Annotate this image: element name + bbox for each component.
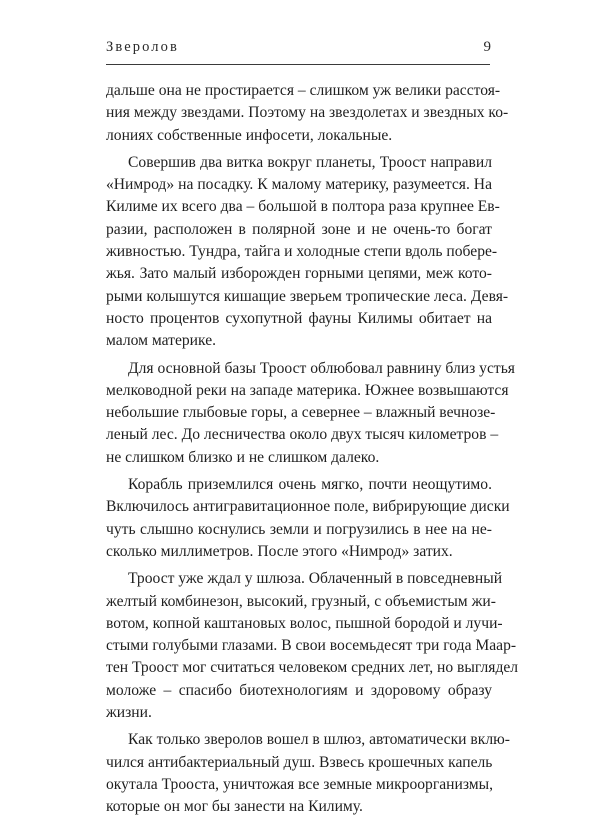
text-line: Для основной базы Троост облюбовал равнину близ устья [128, 359, 515, 377]
text-line: не слишком близко и не слишком далеко. [106, 448, 380, 466]
text-line: леный лес. До лесничества около двух тысяч километров – [106, 426, 499, 444]
text-line: жья. Зато малый изборожден горными цепями, меж кото- [106, 265, 492, 283]
paragraph-3 [106, 358, 515, 469]
paragraph-5 [106, 568, 519, 724]
paragraph-4 [106, 474, 510, 563]
running-title: Зверолов [106, 39, 179, 55]
text-line: жизни. [106, 704, 152, 722]
text-line: ния между звездами. Поэтому на звездолетах и звездных ко- [106, 104, 509, 122]
text-line: моложе – спасибо биотехнологиям и здоровому образу [106, 681, 492, 699]
text-line: Как только зверолов вошел в шлюз, автоматически вклю- [128, 731, 510, 749]
header-rule [106, 64, 490, 65]
text-line: лониях собственные инфосети, локальные. [106, 126, 393, 144]
text-line: малом материке. [106, 332, 217, 350]
paragraph-6 [106, 729, 510, 818]
text-line: вотом, копной каштановых волос, пышной бородой и лучи- [106, 614, 503, 632]
text-line: Корабль приземлился очень мягко, почти неощутимо. [128, 476, 492, 494]
text-line: окутала Трооста, уничтожая все земные микроорганизмы, [106, 775, 494, 793]
text-line: Килиме их всего два – большой в полтора раза крупнее Ев- [106, 198, 500, 216]
text-line: сколько миллиметров. После этого «Нимрод» затих. [106, 542, 453, 560]
text-line: чуть слышно коснулись земли и погрузились в нее на не- [106, 520, 492, 538]
text-line: чился антибактериальный душ. Взвесь крошечных капель [106, 753, 493, 771]
text-line: носто процентов сухопутной фауны Килимы обитает на [106, 309, 492, 327]
text-line: которые он мог бы занести на Килиму. [106, 798, 363, 816]
paragraph-2 [106, 152, 509, 353]
text-line: тен Троост мог считаться человеком средних лет, но выглядел [106, 659, 519, 677]
text-line: «Нимрод» на посадку. К малому материку, разумеется. На [106, 176, 492, 194]
text-line: Троост уже ждал у шлюза. Облаченный в повседневный [128, 570, 503, 588]
page-number: 9 [483, 39, 491, 55]
text-line: живностью. Тундра, тайга и холодные степи вдоль побере- [106, 243, 498, 261]
text-line: небольшие глыбовые горы, а севернее – влажный вечнозе- [106, 404, 496, 422]
body-text [106, 80, 519, 819]
text-line: Включилось антигравитационное поле, вибрирующие диски [106, 498, 510, 516]
text-line: мелководной реки на западе материка. Южнее возвышаются [106, 381, 509, 399]
paragraph-1 [106, 80, 509, 147]
text-line: желтый комбинезон, высокий, грузный, с объемистым жи- [106, 592, 496, 610]
text-line: разии, расположен в полярной зоне и не очень-то богат [106, 220, 492, 238]
text-line: дальше она не простирается – слишком уж велики расстоя- [106, 82, 501, 99]
text-line: стыми голубыми глазами. В свои восемьдесят три года Маар- [106, 637, 517, 655]
text-line: рыми колышутся кишащие зверьем тропические леса. Девя- [106, 287, 509, 305]
text-line: Совершив два витка вокруг планеты, Троост направил [128, 153, 492, 171]
